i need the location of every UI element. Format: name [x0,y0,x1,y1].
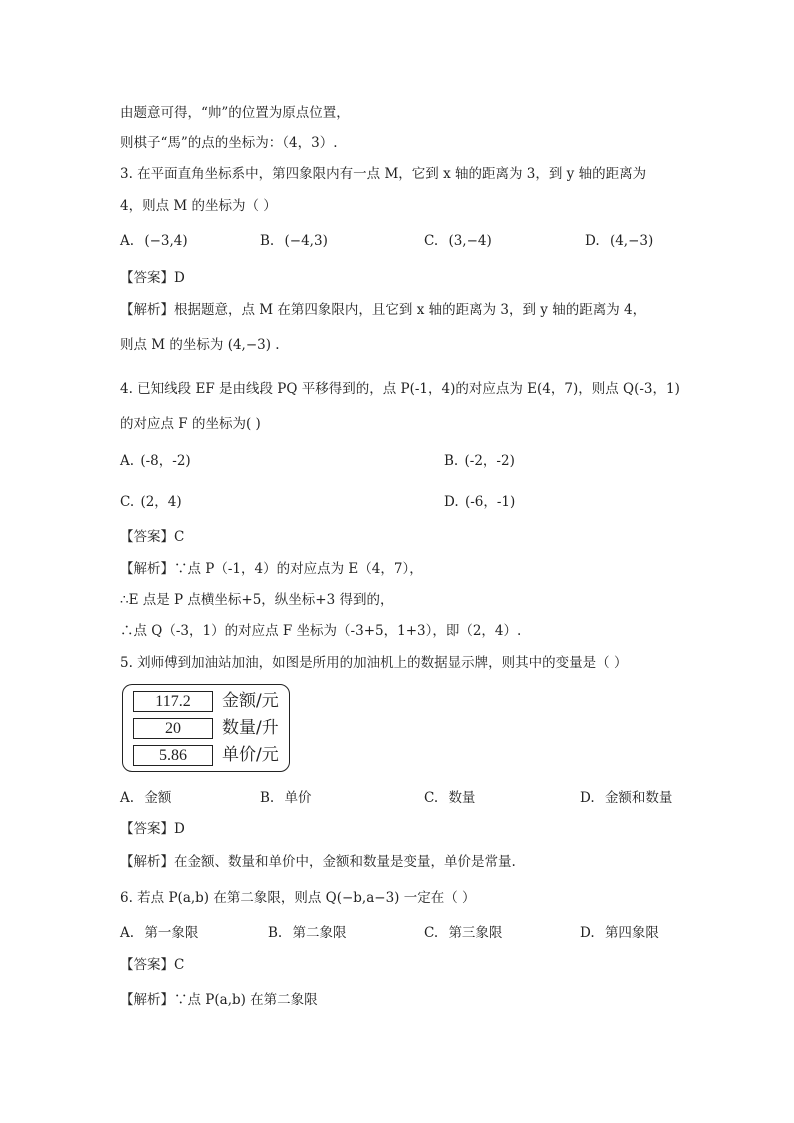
option-value: 第二象限 [292,925,347,941]
option-label: D. [585,233,600,249]
q4-analysis-line-2: ∴E 点是 P 点横坐标+5，纵坐标+3 得到的， [120,592,394,608]
q4-option-a [120,451,191,471]
option-label: A. [120,453,135,469]
q3-stem-line-2: 4，则点 M 的坐标为（ ） [120,198,277,214]
q4-option-b [444,451,515,471]
option-label: A. [120,790,135,806]
option-label: D. [580,790,595,806]
option-value: 数量 [448,790,476,806]
q4-stem-line-2: 的对应点 F 的坐标为( ) [120,416,261,432]
q6-option-d [580,923,659,943]
q4-analysis-line-3: ∴点 Q（-3，1）的对应点 F 坐标为（-3+5，1+3），即（2，4）. [120,623,522,639]
option-value: (4,−3) [609,233,654,249]
q5-option-b [260,788,312,808]
option-value: (-2，-2) [464,453,515,469]
fuel-display-panel [122,684,290,772]
option-label: A. [120,233,135,249]
q3-option-a [120,231,188,251]
option-label: D. [580,925,595,941]
option-label: A. [120,925,135,941]
q5-stem-line-1: 5. 刘师傅到加油站加油，如图是所用的加油机上的数据显示牌，则其中的变量是（ ） [120,655,628,671]
q4-option-c [120,492,182,512]
q3-option-b [260,231,328,251]
q6-analysis-line-1: 【解析】∵点 P(a,b) 在第二象限 [120,992,318,1008]
option-value: (2，4) [140,494,182,510]
option-value: (−4,3) [284,233,328,249]
q4-option-d [444,492,515,512]
q5-option-a [120,788,171,808]
intro-line-2: 则棋子“馬”的点的坐标为：（4，3）. [120,135,338,151]
option-label: C. [424,233,439,249]
option-value: (3,−4) [448,233,492,249]
option-label: C. [120,494,135,510]
option-value: (−3,4) [144,233,188,249]
q6-option-c [424,923,502,943]
display-label: 单价/元 [222,745,279,765]
q4-answer: 【答案】C [120,529,185,545]
q3-answer: 【答案】D [120,270,185,286]
option-label: C. [424,790,439,806]
option-label: B. [268,925,283,941]
option-label: C. [424,925,439,941]
display-value-box: 20 [133,718,213,739]
option-value: (-6，-1) [464,494,516,510]
q3-stem-line-1: 3. 在平面直角坐标系中，第四象限内有一点 M，它到 x 轴的距离为 3，到 y 轴的距离为 [120,166,647,182]
option-label: D. [444,494,459,510]
q3-analysis-line-1: 【解析】根据题意，点 M 在第四象限内，且它到 x 轴的距离为 3，到 y 轴的距离为 4， [120,302,647,318]
option-value: 第一象限 [144,925,199,941]
q6-option-a [120,923,198,943]
option-label: B. [260,790,275,806]
option-value: 第四象限 [604,925,659,941]
display-label: 金额/元 [222,691,279,711]
q6-stem-line-1: 6. 若点 P(a,b) 在第二象限，则点 Q(−b,a−3) 一定在（ ） [120,890,476,906]
intro-line-1: 由题意可得，“帅”的位置为原点位置， [120,105,350,121]
q5-analysis-line-1: 【解析】在金额、数量和单价中，金额和数量是变量，单价是常量. [120,854,516,870]
q5-answer: 【答案】D [120,821,185,837]
q4-stem-line-1: 4. 已知线段 EF 是由线段 PQ 平移得到的，点 P(-1，4)的对应点为 E(4，7)，则点 Q(-3，1) [120,381,680,397]
q5-option-c [424,788,475,808]
option-label: B. [260,233,275,249]
option-label: B. [444,453,459,469]
option-value: 第三象限 [448,925,503,941]
display-value-box: 117.2 [133,691,213,712]
q3-analysis-line-2: 则点 M 的坐标为 (4,−3) . [120,337,280,353]
option-value: (-8，-2) [140,453,191,469]
q3-option-d [585,231,653,251]
q4-analysis-line-1: 【解析】∵点 P（-1，4）的对应点为 E（4，7）， [120,561,423,577]
option-value: 单价 [284,790,312,806]
q6-answer: 【答案】C [120,957,185,973]
q3-option-c [424,231,492,251]
q6-option-b [268,923,347,943]
option-value: 金额和数量 [604,790,673,806]
q5-option-d [580,788,672,808]
option-value: 金额 [144,790,172,806]
display-label: 数量/升 [222,718,279,738]
display-value-box: 5.86 [133,745,213,766]
